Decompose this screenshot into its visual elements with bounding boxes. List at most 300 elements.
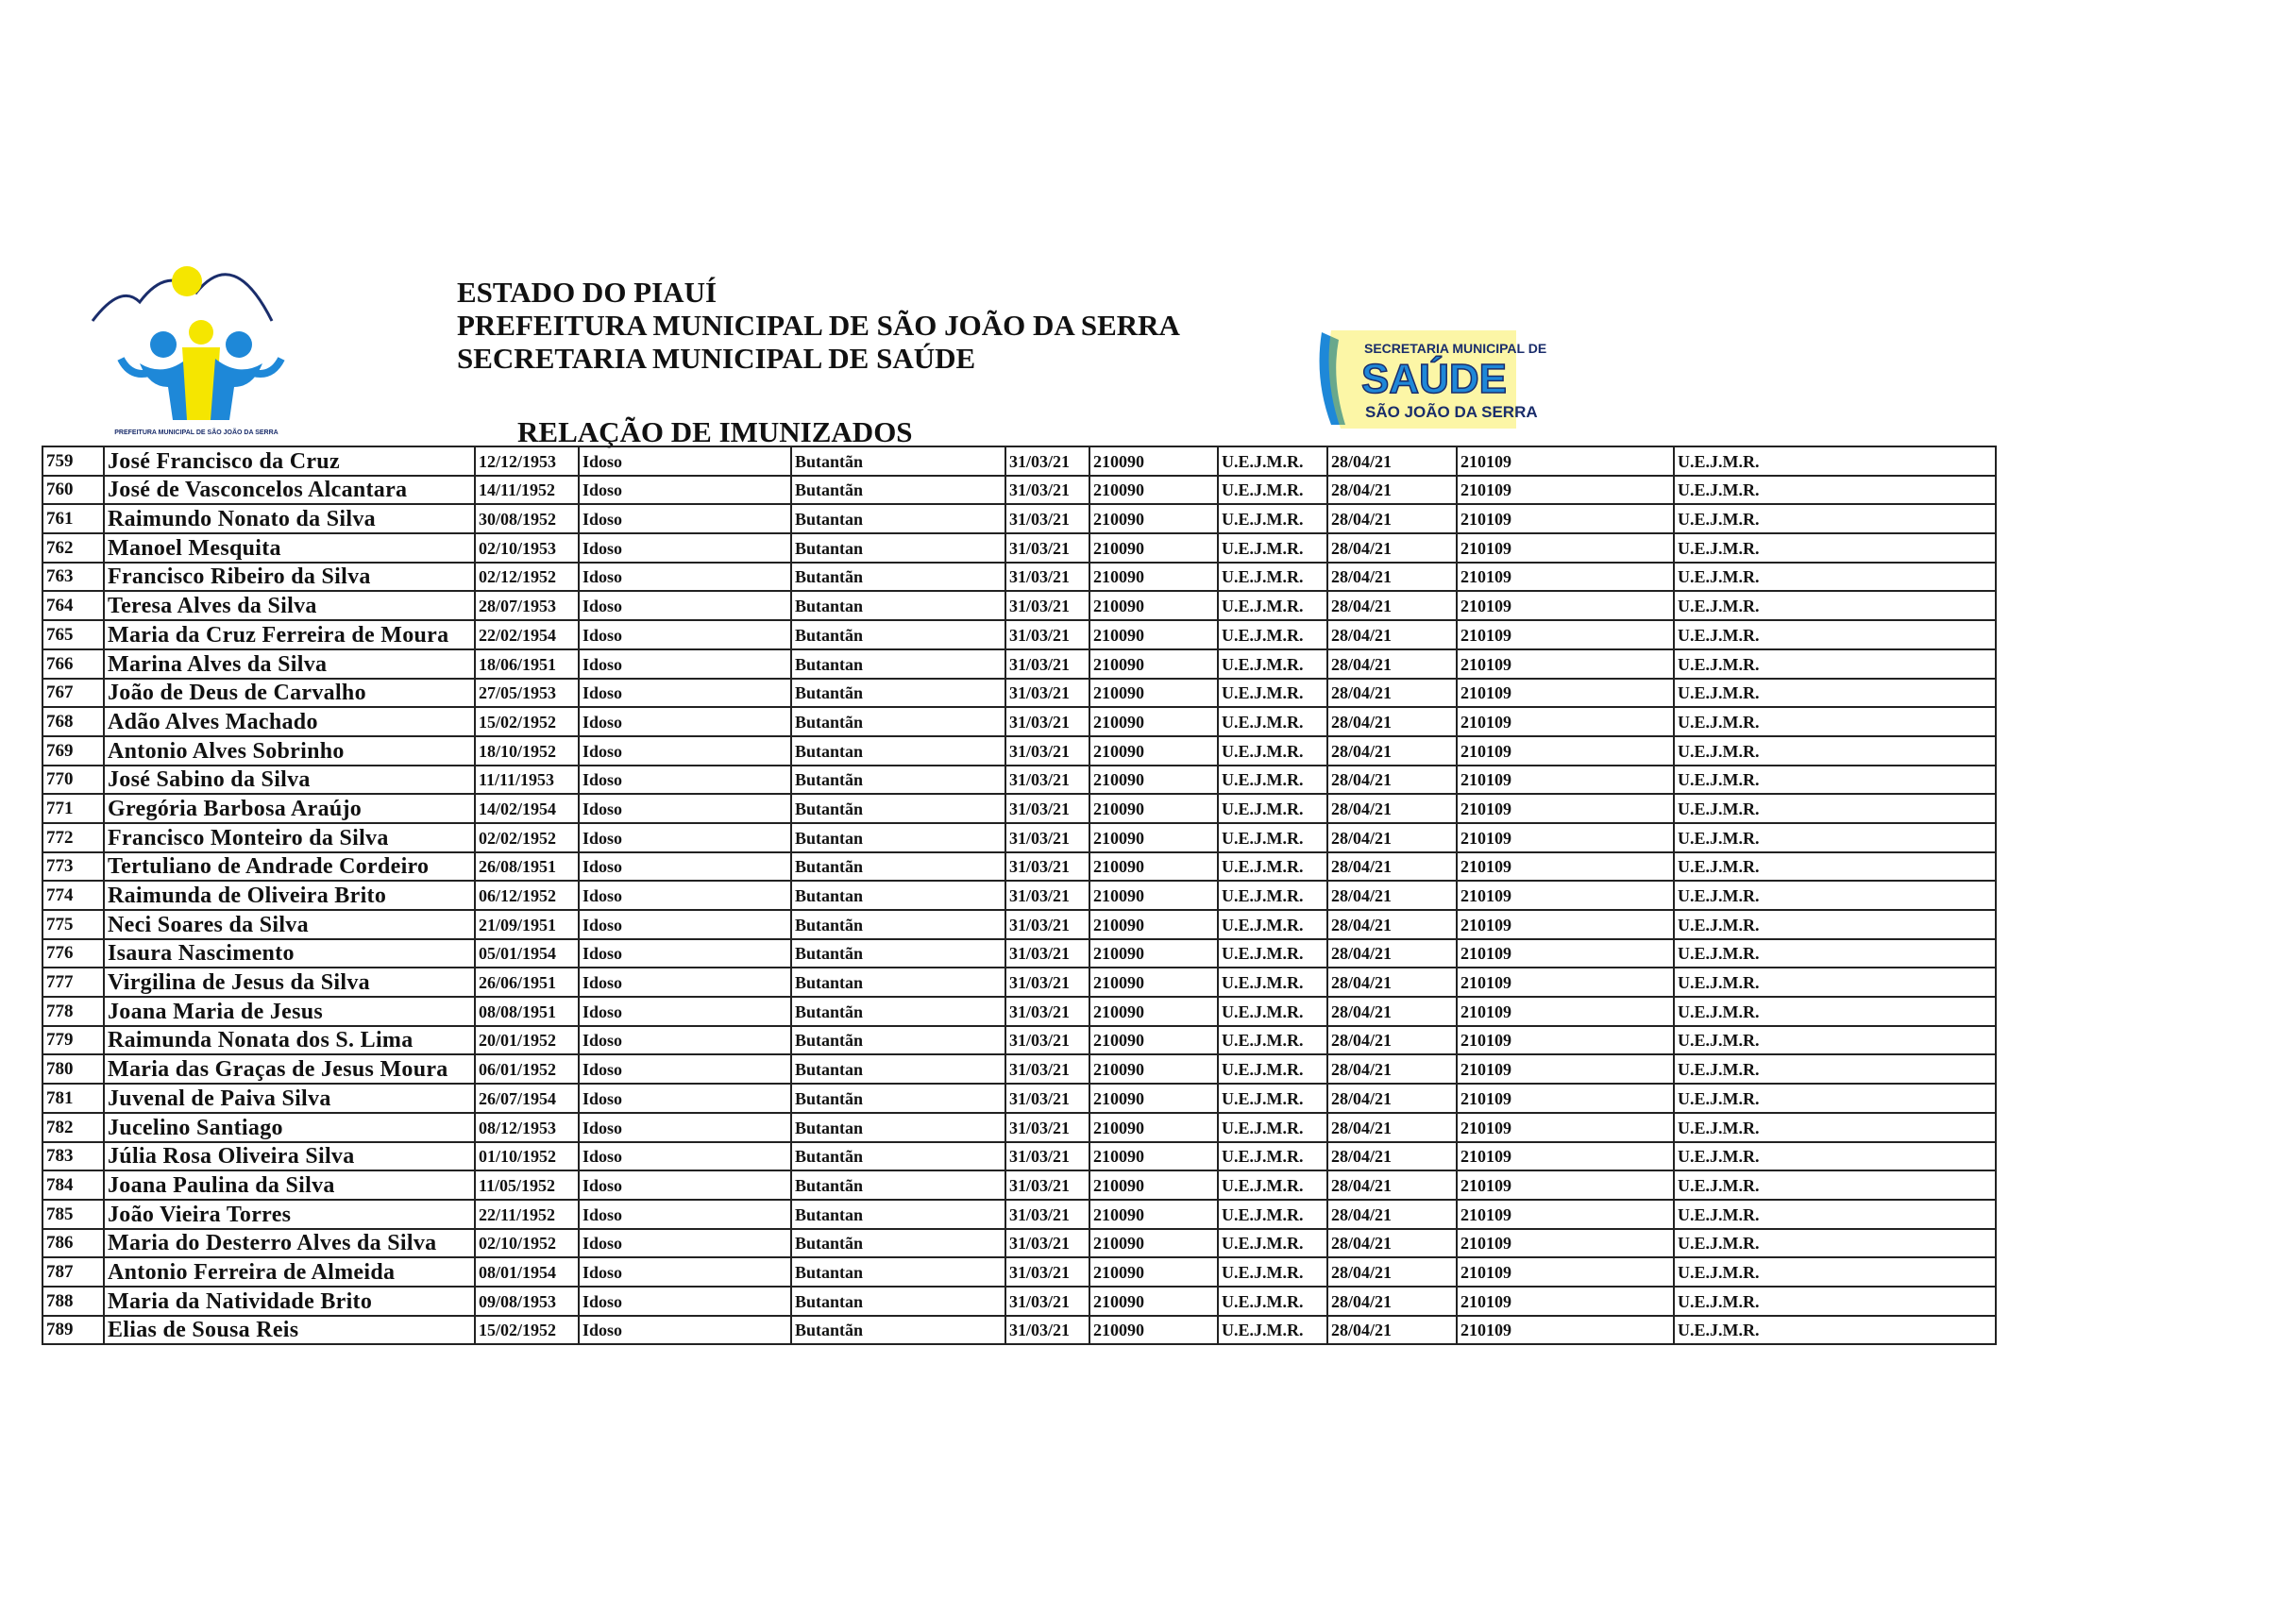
cell-dose1-site: U.E.J.M.R. bbox=[1218, 591, 1327, 620]
cell-dose1-site: U.E.J.M.R. bbox=[1218, 476, 1327, 505]
cell-dose2-lot: 210109 bbox=[1457, 620, 1674, 649]
cell-row-number: 783 bbox=[42, 1142, 104, 1171]
cell-vaccine: Butantãn bbox=[791, 997, 1005, 1026]
cell-dose2-site: U.E.J.M.R. bbox=[1674, 939, 1996, 968]
cell-dose1-date: 31/03/21 bbox=[1005, 823, 1089, 852]
table-row bbox=[42, 1170, 1996, 1200]
cell-patient-name: Marina Alves da Silva bbox=[104, 649, 475, 679]
cell-group: Idoso bbox=[579, 563, 791, 592]
cell-group: Idoso bbox=[579, 881, 791, 910]
cell-group: Idoso bbox=[579, 1229, 791, 1258]
report-title: RELAÇÃO DE IMUNIZADOS bbox=[517, 415, 913, 448]
cell-dose1-date: 31/03/21 bbox=[1005, 533, 1089, 563]
cell-row-number: 770 bbox=[42, 766, 104, 795]
table-row bbox=[42, 1054, 1996, 1084]
cell-group: Idoso bbox=[579, 910, 791, 939]
cell-dose1-lot: 210090 bbox=[1089, 1257, 1218, 1287]
cell-dose2-date: 28/04/21 bbox=[1327, 476, 1457, 505]
cell-dose1-date: 31/03/21 bbox=[1005, 620, 1089, 649]
cell-dose2-date: 28/04/21 bbox=[1327, 446, 1457, 476]
cell-vaccine: Butantan bbox=[791, 736, 1005, 766]
cell-row-number: 774 bbox=[42, 881, 104, 910]
cell-birth-date: 18/10/1952 bbox=[475, 736, 579, 766]
cell-dose1-date: 31/03/21 bbox=[1005, 707, 1089, 736]
cell-dose2-site: U.E.J.M.R. bbox=[1674, 910, 1996, 939]
cell-row-number: 782 bbox=[42, 1113, 104, 1142]
saude-logo bbox=[1303, 313, 1547, 438]
cell-birth-date: 09/08/1953 bbox=[475, 1287, 579, 1316]
cell-birth-date: 20/01/1952 bbox=[475, 1026, 579, 1055]
cell-dose1-date: 31/03/21 bbox=[1005, 852, 1089, 882]
cell-birth-date: 12/12/1953 bbox=[475, 446, 579, 476]
cell-dose1-date: 31/03/21 bbox=[1005, 1170, 1089, 1200]
cell-birth-date: 28/07/1953 bbox=[475, 591, 579, 620]
cell-vaccine: Butantan bbox=[791, 1257, 1005, 1287]
cell-dose1-date: 31/03/21 bbox=[1005, 910, 1089, 939]
cell-dose2-lot: 210109 bbox=[1457, 1142, 1674, 1171]
cell-birth-date: 02/02/1952 bbox=[475, 823, 579, 852]
cell-dose1-site: U.E.J.M.R. bbox=[1218, 649, 1327, 679]
table-row bbox=[42, 939, 1996, 968]
cell-vaccine: Butantãn bbox=[791, 1170, 1005, 1200]
cell-dose1-lot: 210090 bbox=[1089, 1084, 1218, 1113]
cell-dose2-site: U.E.J.M.R. bbox=[1674, 1287, 1996, 1316]
cell-group: Idoso bbox=[579, 1142, 791, 1171]
cell-group: Idoso bbox=[579, 1113, 791, 1142]
cell-dose2-site: U.E.J.M.R. bbox=[1674, 736, 1996, 766]
cell-group: Idoso bbox=[579, 620, 791, 649]
cell-dose1-lot: 210090 bbox=[1089, 1026, 1218, 1055]
table-row bbox=[42, 707, 1996, 736]
table-row bbox=[42, 1257, 1996, 1287]
cell-birth-date: 15/02/1952 bbox=[475, 707, 579, 736]
cell-dose1-site: U.E.J.M.R. bbox=[1218, 939, 1327, 968]
cell-dose1-date: 31/03/21 bbox=[1005, 563, 1089, 592]
cell-dose1-lot: 210090 bbox=[1089, 997, 1218, 1026]
cell-vaccine: Butantãn bbox=[791, 794, 1005, 823]
cell-dose2-site: U.E.J.M.R. bbox=[1674, 1316, 1996, 1345]
cell-dose2-site: U.E.J.M.R. bbox=[1674, 968, 1996, 997]
cell-dose1-site: U.E.J.M.R. bbox=[1218, 620, 1327, 649]
cell-dose2-site: U.E.J.M.R. bbox=[1674, 533, 1996, 563]
cell-vaccine: Butantãn bbox=[791, 476, 1005, 505]
cell-dose2-site: U.E.J.M.R. bbox=[1674, 476, 1996, 505]
table-row bbox=[42, 1229, 1996, 1258]
cell-group: Idoso bbox=[579, 1170, 791, 1200]
cell-dose1-date: 31/03/21 bbox=[1005, 766, 1089, 795]
cell-dose1-date: 31/03/21 bbox=[1005, 591, 1089, 620]
cell-dose2-date: 28/04/21 bbox=[1327, 533, 1457, 563]
cell-dose1-site: U.E.J.M.R. bbox=[1218, 881, 1327, 910]
table-row bbox=[42, 649, 1996, 679]
cell-dose2-date: 28/04/21 bbox=[1327, 1287, 1457, 1316]
cell-group: Idoso bbox=[579, 1257, 791, 1287]
cell-row-number: 767 bbox=[42, 679, 104, 708]
saude-logo-line3: SÃO JOÃO DA SERRA bbox=[1365, 403, 1538, 421]
cell-dose2-lot: 210109 bbox=[1457, 1170, 1674, 1200]
prefeitura-logo-caption: PREFEITURA MUNICIPAL DE SÃO JOÃO DA SERRA bbox=[114, 429, 279, 436]
table-row bbox=[42, 504, 1996, 533]
cell-dose2-site: U.E.J.M.R. bbox=[1674, 649, 1996, 679]
cell-dose1-lot: 210090 bbox=[1089, 1142, 1218, 1171]
cell-birth-date: 01/10/1952 bbox=[475, 1142, 579, 1171]
cell-vaccine: Butantãn bbox=[791, 1026, 1005, 1055]
cell-dose2-site: U.E.J.M.R. bbox=[1674, 1113, 1996, 1142]
cell-patient-name: Antonio Alves Sobrinho bbox=[104, 736, 475, 766]
cell-vaccine: Butantãn bbox=[791, 563, 1005, 592]
cell-group: Idoso bbox=[579, 1084, 791, 1113]
cell-row-number: 772 bbox=[42, 823, 104, 852]
cell-group: Idoso bbox=[579, 1200, 791, 1229]
cell-dose2-lot: 210109 bbox=[1457, 1026, 1674, 1055]
cell-dose1-lot: 210090 bbox=[1089, 1200, 1218, 1229]
table-row bbox=[42, 736, 1996, 766]
cell-dose2-lot: 210109 bbox=[1457, 1084, 1674, 1113]
cell-dose1-lot: 210090 bbox=[1089, 1113, 1218, 1142]
cell-row-number: 760 bbox=[42, 476, 104, 505]
cell-birth-date: 22/11/1952 bbox=[475, 1200, 579, 1229]
document-header bbox=[457, 276, 1180, 375]
cell-vaccine: Butantan bbox=[791, 823, 1005, 852]
cell-row-number: 763 bbox=[42, 563, 104, 592]
table-row bbox=[42, 968, 1996, 997]
cell-patient-name: Maria do Desterro Alves da Silva bbox=[104, 1229, 475, 1258]
cell-dose1-lot: 210090 bbox=[1089, 620, 1218, 649]
table-row bbox=[42, 563, 1996, 592]
cell-patient-name: Raimundo Nonato da Silva bbox=[104, 504, 475, 533]
table-row bbox=[42, 852, 1996, 882]
table-row bbox=[42, 881, 1996, 910]
cell-dose1-lot: 210090 bbox=[1089, 563, 1218, 592]
cell-dose2-date: 28/04/21 bbox=[1327, 968, 1457, 997]
cell-dose2-site: U.E.J.M.R. bbox=[1674, 881, 1996, 910]
cell-birth-date: 11/05/1952 bbox=[475, 1170, 579, 1200]
cell-dose2-date: 28/04/21 bbox=[1327, 852, 1457, 882]
cell-patient-name: José Sabino da Silva bbox=[104, 766, 475, 795]
prefeitura-logo bbox=[83, 255, 310, 439]
cell-dose2-date: 28/04/21 bbox=[1327, 910, 1457, 939]
cell-dose1-lot: 210090 bbox=[1089, 533, 1218, 563]
cell-row-number: 764 bbox=[42, 591, 104, 620]
cell-group: Idoso bbox=[579, 794, 791, 823]
cell-dose2-lot: 210109 bbox=[1457, 679, 1674, 708]
cell-dose1-lot: 210090 bbox=[1089, 736, 1218, 766]
cell-dose2-site: U.E.J.M.R. bbox=[1674, 591, 1996, 620]
cell-dose1-site: U.E.J.M.R. bbox=[1218, 1316, 1327, 1345]
cell-row-number: 771 bbox=[42, 794, 104, 823]
cell-dose1-site: U.E.J.M.R. bbox=[1218, 1084, 1327, 1113]
saude-logo-line2: SAÚDE bbox=[1361, 356, 1508, 402]
cell-dose2-lot: 210109 bbox=[1457, 649, 1674, 679]
cell-patient-name: Júlia Rosa Oliveira Silva bbox=[104, 1142, 475, 1171]
cell-patient-name: Isaura Nascimento bbox=[104, 939, 475, 968]
cell-dose2-lot: 210109 bbox=[1457, 476, 1674, 505]
cell-group: Idoso bbox=[579, 968, 791, 997]
cell-dose1-site: U.E.J.M.R. bbox=[1218, 968, 1327, 997]
cell-patient-name: Maria da Cruz Ferreira de Moura bbox=[104, 620, 475, 649]
cell-dose2-lot: 210109 bbox=[1457, 1229, 1674, 1258]
cell-birth-date: 05/01/1954 bbox=[475, 939, 579, 968]
cell-patient-name: Virgilina de Jesus da Silva bbox=[104, 968, 475, 997]
cell-group: Idoso bbox=[579, 1316, 791, 1345]
table-row bbox=[42, 1287, 1996, 1316]
cell-vaccine: Butantan bbox=[791, 1287, 1005, 1316]
cell-dose2-date: 28/04/21 bbox=[1327, 1113, 1457, 1142]
cell-patient-name: Gregória Barbosa Araújo bbox=[104, 794, 475, 823]
cell-dose2-date: 28/04/21 bbox=[1327, 504, 1457, 533]
cell-dose2-lot: 210109 bbox=[1457, 997, 1674, 1026]
cell-birth-date: 18/06/1951 bbox=[475, 649, 579, 679]
cell-dose1-lot: 210090 bbox=[1089, 939, 1218, 968]
cell-dose1-date: 31/03/21 bbox=[1005, 1054, 1089, 1084]
cell-dose2-lot: 210109 bbox=[1457, 1054, 1674, 1084]
cell-dose2-date: 28/04/21 bbox=[1327, 1316, 1457, 1345]
cell-dose1-site: U.E.J.M.R. bbox=[1218, 1113, 1327, 1142]
cell-row-number: 768 bbox=[42, 707, 104, 736]
cell-dose1-site: U.E.J.M.R. bbox=[1218, 504, 1327, 533]
cell-dose1-site: U.E.J.M.R. bbox=[1218, 910, 1327, 939]
cell-dose1-site: U.E.J.M.R. bbox=[1218, 1170, 1327, 1200]
cell-patient-name: Elias de Sousa Reis bbox=[104, 1316, 475, 1345]
cell-patient-name: João Vieira Torres bbox=[104, 1200, 475, 1229]
cell-dose2-lot: 210109 bbox=[1457, 707, 1674, 736]
cell-dose1-site: U.E.J.M.R. bbox=[1218, 766, 1327, 795]
cell-dose2-lot: 210109 bbox=[1457, 852, 1674, 882]
cell-dose2-date: 28/04/21 bbox=[1327, 1257, 1457, 1287]
cell-row-number: 776 bbox=[42, 939, 104, 968]
cell-dose2-date: 28/04/21 bbox=[1327, 649, 1457, 679]
cell-birth-date: 11/11/1953 bbox=[475, 766, 579, 795]
cell-row-number: 765 bbox=[42, 620, 104, 649]
cell-group: Idoso bbox=[579, 736, 791, 766]
cell-dose2-date: 28/04/21 bbox=[1327, 736, 1457, 766]
cell-birth-date: 14/11/1952 bbox=[475, 476, 579, 505]
cell-row-number: 787 bbox=[42, 1257, 104, 1287]
table-row bbox=[42, 997, 1996, 1026]
cell-dose2-site: U.E.J.M.R. bbox=[1674, 563, 1996, 592]
cell-dose1-lot: 210090 bbox=[1089, 476, 1218, 505]
cell-dose1-site: U.E.J.M.R. bbox=[1218, 1200, 1327, 1229]
cell-birth-date: 02/12/1952 bbox=[475, 563, 579, 592]
cell-dose1-lot: 210090 bbox=[1089, 852, 1218, 882]
immunized-table bbox=[42, 446, 1997, 1345]
cell-dose1-date: 31/03/21 bbox=[1005, 1113, 1089, 1142]
table-row bbox=[42, 1084, 1996, 1113]
cell-birth-date: 30/08/1952 bbox=[475, 504, 579, 533]
cell-birth-date: 08/08/1951 bbox=[475, 997, 579, 1026]
cell-patient-name: Tertuliano de Andrade Cordeiro bbox=[104, 852, 475, 882]
cell-patient-name: Juvenal de Paiva Silva bbox=[104, 1084, 475, 1113]
table-row bbox=[42, 766, 1996, 795]
cell-group: Idoso bbox=[579, 707, 791, 736]
cell-group: Idoso bbox=[579, 766, 791, 795]
cell-row-number: 766 bbox=[42, 649, 104, 679]
cell-row-number: 781 bbox=[42, 1084, 104, 1113]
cell-birth-date: 27/05/1953 bbox=[475, 679, 579, 708]
cell-dose1-date: 31/03/21 bbox=[1005, 1026, 1089, 1055]
cell-birth-date: 08/01/1954 bbox=[475, 1257, 579, 1287]
cell-dose1-lot: 210090 bbox=[1089, 446, 1218, 476]
cell-row-number: 762 bbox=[42, 533, 104, 563]
cell-dose2-date: 28/04/21 bbox=[1327, 823, 1457, 852]
cell-dose2-site: U.E.J.M.R. bbox=[1674, 823, 1996, 852]
cell-dose2-site: U.E.J.M.R. bbox=[1674, 997, 1996, 1026]
cell-patient-name: Neci Soares da Silva bbox=[104, 910, 475, 939]
cell-dose1-date: 31/03/21 bbox=[1005, 1287, 1089, 1316]
cell-dose2-date: 28/04/21 bbox=[1327, 1170, 1457, 1200]
cell-patient-name: Jucelino Santiago bbox=[104, 1113, 475, 1142]
cell-dose2-date: 28/04/21 bbox=[1327, 679, 1457, 708]
cell-patient-name: Francisco Monteiro da Silva bbox=[104, 823, 475, 852]
cell-row-number: 769 bbox=[42, 736, 104, 766]
cell-vaccine: Butantãn bbox=[791, 852, 1005, 882]
cell-vaccine: Butantan bbox=[791, 968, 1005, 997]
table-row bbox=[42, 910, 1996, 939]
cell-patient-name: Joana Paulina da Silva bbox=[104, 1170, 475, 1200]
cell-dose2-lot: 210109 bbox=[1457, 766, 1674, 795]
cell-group: Idoso bbox=[579, 649, 791, 679]
cell-dose2-site: U.E.J.M.R. bbox=[1674, 794, 1996, 823]
cell-dose1-lot: 210090 bbox=[1089, 794, 1218, 823]
cell-dose2-site: U.E.J.M.R. bbox=[1674, 446, 1996, 476]
table-row bbox=[42, 1026, 1996, 1055]
cell-birth-date: 02/10/1952 bbox=[475, 1229, 579, 1258]
cell-birth-date: 26/07/1954 bbox=[475, 1084, 579, 1113]
cell-birth-date: 15/02/1952 bbox=[475, 1316, 579, 1345]
cell-dose1-site: U.E.J.M.R. bbox=[1218, 446, 1327, 476]
cell-row-number: 780 bbox=[42, 1054, 104, 1084]
cell-patient-name: Francisco Ribeiro da Silva bbox=[104, 563, 475, 592]
cell-patient-name: João de Deus de Carvalho bbox=[104, 679, 475, 708]
cell-dose1-site: U.E.J.M.R. bbox=[1218, 1054, 1327, 1084]
header-state: ESTADO DO PIAUÍ bbox=[457, 276, 718, 309]
cell-vaccine: Butantãn bbox=[791, 1142, 1005, 1171]
cell-vaccine: Butantãn bbox=[791, 1316, 1005, 1345]
cell-row-number: 789 bbox=[42, 1316, 104, 1345]
cell-dose1-date: 31/03/21 bbox=[1005, 736, 1089, 766]
table-row bbox=[42, 620, 1996, 649]
cell-row-number: 784 bbox=[42, 1170, 104, 1200]
cell-vaccine: Butantãn bbox=[791, 1084, 1005, 1113]
cell-dose1-lot: 210090 bbox=[1089, 679, 1218, 708]
cell-row-number: 777 bbox=[42, 968, 104, 997]
cell-birth-date: 02/10/1953 bbox=[475, 533, 579, 563]
cell-dose1-lot: 210090 bbox=[1089, 766, 1218, 795]
cell-dose2-date: 28/04/21 bbox=[1327, 591, 1457, 620]
cell-dose1-date: 31/03/21 bbox=[1005, 1084, 1089, 1113]
table-row bbox=[42, 1142, 1996, 1171]
cell-dose1-date: 31/03/21 bbox=[1005, 649, 1089, 679]
cell-dose2-date: 28/04/21 bbox=[1327, 1026, 1457, 1055]
cell-dose1-date: 31/03/21 bbox=[1005, 476, 1089, 505]
cell-vaccine: Butantan bbox=[791, 649, 1005, 679]
cell-dose2-lot: 210109 bbox=[1457, 794, 1674, 823]
cell-dose2-site: U.E.J.M.R. bbox=[1674, 1054, 1996, 1084]
cell-dose1-lot: 210090 bbox=[1089, 707, 1218, 736]
cell-dose2-lot: 210109 bbox=[1457, 1113, 1674, 1142]
cell-dose2-lot: 210109 bbox=[1457, 968, 1674, 997]
cell-vaccine: Butantãn bbox=[791, 446, 1005, 476]
cell-dose2-date: 28/04/21 bbox=[1327, 1229, 1457, 1258]
header-secretaria: SECRETARIA MUNICIPAL DE SAÚDE bbox=[457, 342, 976, 375]
cell-group: Idoso bbox=[579, 939, 791, 968]
cell-dose2-date: 28/04/21 bbox=[1327, 997, 1457, 1026]
cell-vaccine: Butantan bbox=[791, 1113, 1005, 1142]
cell-dose2-site: U.E.J.M.R. bbox=[1674, 504, 1996, 533]
cell-dose2-lot: 210109 bbox=[1457, 563, 1674, 592]
cell-dose1-date: 31/03/21 bbox=[1005, 939, 1089, 968]
cell-group: Idoso bbox=[579, 852, 791, 882]
table-row bbox=[42, 1113, 1996, 1142]
cell-dose1-lot: 210090 bbox=[1089, 881, 1218, 910]
cell-dose2-site: U.E.J.M.R. bbox=[1674, 620, 1996, 649]
cell-dose2-site: U.E.J.M.R. bbox=[1674, 679, 1996, 708]
cell-dose2-date: 28/04/21 bbox=[1327, 1054, 1457, 1084]
cell-dose2-lot: 210109 bbox=[1457, 1200, 1674, 1229]
cell-dose1-lot: 210090 bbox=[1089, 823, 1218, 852]
cell-group: Idoso bbox=[579, 1026, 791, 1055]
cell-dose2-site: U.E.J.M.R. bbox=[1674, 1200, 1996, 1229]
cell-dose2-site: U.E.J.M.R. bbox=[1674, 1170, 1996, 1200]
cell-dose2-date: 28/04/21 bbox=[1327, 1200, 1457, 1229]
cell-dose1-site: U.E.J.M.R. bbox=[1218, 707, 1327, 736]
cell-group: Idoso bbox=[579, 533, 791, 563]
cell-dose1-date: 31/03/21 bbox=[1005, 679, 1089, 708]
cell-dose1-date: 31/03/21 bbox=[1005, 1316, 1089, 1345]
cell-dose1-date: 31/03/21 bbox=[1005, 504, 1089, 533]
cell-group: Idoso bbox=[579, 476, 791, 505]
cell-dose1-lot: 210090 bbox=[1089, 1229, 1218, 1258]
cell-group: Idoso bbox=[579, 823, 791, 852]
header-prefeitura: PREFEITURA MUNICIPAL DE SÃO JOÃO DA SERRA bbox=[457, 309, 1180, 342]
cell-row-number: 759 bbox=[42, 446, 104, 476]
cell-patient-name: Adão Alves Machado bbox=[104, 707, 475, 736]
cell-vaccine: Butantãn bbox=[791, 620, 1005, 649]
cell-dose2-site: U.E.J.M.R. bbox=[1674, 766, 1996, 795]
cell-dose2-lot: 210109 bbox=[1457, 823, 1674, 852]
cell-dose2-date: 28/04/21 bbox=[1327, 939, 1457, 968]
cell-patient-name: Manoel Mesquita bbox=[104, 533, 475, 563]
cell-row-number: 778 bbox=[42, 997, 104, 1026]
cell-dose1-lot: 210090 bbox=[1089, 1054, 1218, 1084]
cell-group: Idoso bbox=[579, 1287, 791, 1316]
cell-patient-name: Teresa Alves da Silva bbox=[104, 591, 475, 620]
table-row bbox=[42, 823, 1996, 852]
cell-vaccine: Butantan bbox=[791, 533, 1005, 563]
cell-dose1-site: U.E.J.M.R. bbox=[1218, 736, 1327, 766]
cell-dose1-date: 31/03/21 bbox=[1005, 446, 1089, 476]
cell-patient-name: Raimunda Nonata dos S. Lima bbox=[104, 1026, 475, 1055]
cell-dose2-site: U.E.J.M.R. bbox=[1674, 1026, 1996, 1055]
cell-birth-date: 06/12/1952 bbox=[475, 881, 579, 910]
cell-dose1-site: U.E.J.M.R. bbox=[1218, 1026, 1327, 1055]
cell-dose1-date: 31/03/21 bbox=[1005, 1257, 1089, 1287]
cell-dose2-lot: 210109 bbox=[1457, 1287, 1674, 1316]
cell-patient-name: Maria das Graças de Jesus Moura bbox=[104, 1054, 475, 1084]
cell-dose2-site: U.E.J.M.R. bbox=[1674, 1142, 1996, 1171]
cell-dose2-site: U.E.J.M.R. bbox=[1674, 852, 1996, 882]
cell-dose2-lot: 210109 bbox=[1457, 591, 1674, 620]
cell-dose1-date: 31/03/21 bbox=[1005, 997, 1089, 1026]
cell-row-number: 786 bbox=[42, 1229, 104, 1258]
cell-row-number: 775 bbox=[42, 910, 104, 939]
cell-dose1-site: U.E.J.M.R. bbox=[1218, 1229, 1327, 1258]
cell-group: Idoso bbox=[579, 1054, 791, 1084]
cell-birth-date: 26/08/1951 bbox=[475, 852, 579, 882]
cell-row-number: 785 bbox=[42, 1200, 104, 1229]
cell-dose1-date: 31/03/21 bbox=[1005, 794, 1089, 823]
table-row bbox=[42, 794, 1996, 823]
